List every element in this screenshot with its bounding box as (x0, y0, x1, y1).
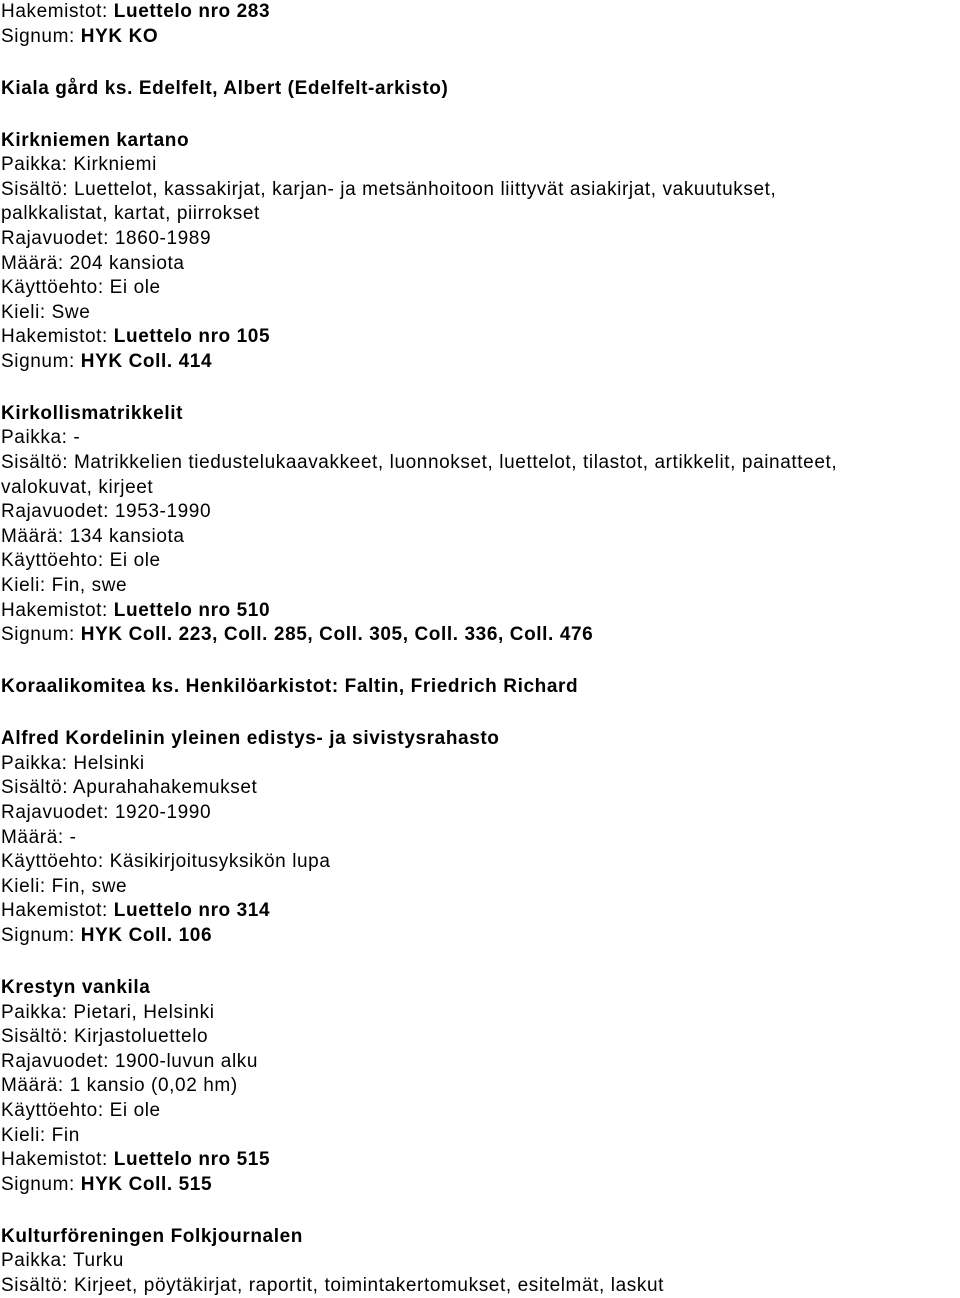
paikka-line: Paikka: Turku (1, 1250, 124, 1272)
kayttoehto-line: Käyttöehto: Ei ole (1, 1099, 161, 1121)
hakemistot-line (1, 1148, 960, 1173)
sisalto-line: Sisältö: Matrikkelien tiedustelukaavakkeet, luonnokset, luettelot, tilastot, artikkelit, painatteet, (1, 452, 838, 474)
sisalto-line-cont: palkkalistat, kartat, piirrokset (1, 203, 260, 225)
sisalto-line: Sisältö: Apurahahakemukset (1, 777, 258, 799)
hakemistot-line (1, 0, 960, 25)
field-value: HYK Coll. 223, Coll. 285, Coll. 305, Coll. 336, Coll. 476 (80, 624, 594, 646)
spacer (1, 49, 960, 76)
paikka-line: Paikka: Pietari, Helsinki (1, 1001, 215, 1023)
field-value: HYK KO (80, 25, 159, 47)
field-label: Signum: (1, 350, 81, 372)
rajavuodet-line: Rajavuodet: 1860-1989 (1, 227, 212, 249)
field-label: Hakemistot: (1, 599, 114, 621)
spacer (1, 101, 960, 128)
sisalto-line-cont: valokuvat, kirjeet (1, 476, 154, 498)
signum-line (1, 350, 960, 375)
hakemistot-line (1, 899, 960, 924)
spacer (1, 700, 960, 727)
kayttoehto-line: Käyttöehto: Ei ole (1, 550, 161, 572)
entry-kirkollismatrikkelit (1, 402, 960, 648)
spacer (1, 1197, 960, 1224)
field-value: Luettelo nro 510 (113, 599, 271, 621)
signum-line (1, 924, 960, 949)
maara-line: Määrä: 134 kansiota (1, 525, 185, 547)
kieli-line: Kieli: Fin (1, 1124, 80, 1146)
maara-line: Määrä: 204 kansiota (1, 252, 185, 274)
kieli-line: Kieli: Swe (1, 301, 91, 323)
entry-title: Alfred Kordelinin yleinen edistys- ja sivistysrahasto (1, 728, 500, 750)
entry-kirkniemen-kartano (1, 129, 960, 375)
sisalto-line: Sisältö: Kirjastoluettelo (1, 1026, 209, 1048)
rajavuodet-line: Rajavuodet: 1900-luvun alku (1, 1050, 259, 1072)
field-label: Signum: (1, 924, 81, 946)
field-value: HYK Coll. 414 (80, 350, 213, 372)
paikka-line: Paikka: Helsinki (1, 752, 145, 774)
kayttoehto-line: Käyttöehto: Ei ole (1, 277, 161, 299)
rajavuodet-line: Rajavuodet: 1953-1990 (1, 501, 212, 523)
field-label: Hakemistot: (1, 1, 114, 22)
field-label: Signum: (1, 624, 81, 646)
hakemistot-line (1, 599, 960, 624)
field-value: Luettelo nro 105 (113, 326, 271, 348)
field-label: Hakemistot: (1, 900, 114, 922)
hakemistot-line (1, 325, 960, 350)
kayttoehto-line: Käyttöehto: Käsikirjoitusyksikön lupa (1, 851, 331, 873)
field-label: Hakemistot: (1, 1149, 114, 1171)
entry-kordelin-rahasto (1, 727, 960, 948)
maara-line: Määrä: 1 kansio (0,02 hm) (1, 1075, 238, 1097)
spacer (1, 375, 960, 402)
spacer (1, 648, 960, 675)
field-value: HYK Coll. 106 (80, 924, 213, 946)
kieli-line: Kieli: Fin, swe (1, 875, 128, 897)
signum-line (1, 1173, 960, 1198)
field-label: Signum: (1, 25, 81, 47)
cross-reference: Koraalikomitea ks. Henkilöarkistot: Faltin, Friedrich Richard (1, 676, 579, 698)
signum-line (1, 25, 960, 50)
paikka-line: Paikka: - (1, 427, 81, 449)
cross-reference: Kiala gård ks. Edelfelt, Albert (Edelfelt-arkisto) (1, 77, 449, 99)
entry-title: Krestyn vankila (1, 976, 151, 998)
field-value: Luettelo nro 314 (113, 900, 271, 922)
spacer (1, 949, 960, 976)
field-label: Hakemistot: (1, 326, 114, 348)
rajavuodet-line: Rajavuodet: 1920-1990 (1, 801, 212, 823)
kieli-line: Kieli: Fin, swe (1, 575, 128, 597)
entry-title: Kirkollismatrikkelit (1, 402, 184, 424)
sisalto-line: Sisältö: Kirjeet, pöytäkirjat, raportit, toimintakertomukset, esitelmät, laskut (1, 1274, 665, 1296)
field-value: HYK Coll. 515 (80, 1173, 213, 1195)
entry-title: Kirkniemen kartano (1, 129, 190, 151)
paikka-line: Paikka: Kirkniemi (1, 154, 157, 176)
entry-krestyn-vankila (1, 976, 960, 1197)
maara-line: Määrä: - (1, 826, 77, 848)
entry-kulturforeningen-folkjournalen (1, 1225, 960, 1298)
entry-title: Kulturföreningen Folkjournalen (1, 1225, 303, 1247)
sisalto-line: Sisältö: Luettelot, kassakirjat, karjan- ja metsänhoitoon liittyvät asiakirjat, vakuutukset, (1, 178, 777, 200)
field-value: Luettelo nro 515 (113, 1149, 271, 1171)
field-label: Signum: (1, 1173, 81, 1195)
field-value: Luettelo nro 283 (113, 1, 271, 22)
signum-line (1, 623, 960, 648)
